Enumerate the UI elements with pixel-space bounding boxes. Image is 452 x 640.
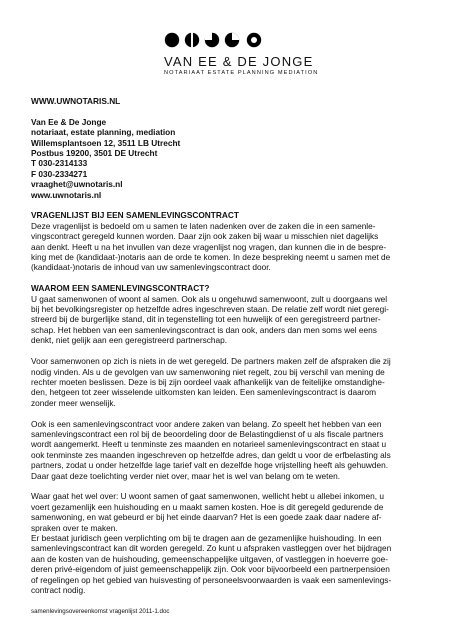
paragraph-line: vingscontract geregeld kunnen worden. Daar zijn ook zaken bij waar u misschien niet dagelijks xyxy=(31,231,379,242)
paragraph xyxy=(31,356,427,408)
address-line-email[interactable]: vraaghet@uwnotaris.nl xyxy=(31,179,123,190)
address-line-street: Willemsplantsoen 12, 3511 LB Utrecht xyxy=(31,137,181,148)
section-heading: WAAROM EEN SAMENLEVINGSCONTRACT? xyxy=(31,283,210,294)
paragraph xyxy=(31,294,427,346)
brand-name: VAN EE & DE JONGE xyxy=(164,54,314,69)
paragraph-line: ook tenminste zes maanden ingeschreven op hetzelfde adres, dan geldt u voor de erfbelasting als xyxy=(31,449,391,460)
paragraph-line: voert gezamenlijk een huishouding en u maakt samen kosten. Hoe is dit geregeld gedurende de xyxy=(31,501,384,512)
paragraph-line: contract nodig. xyxy=(31,585,86,595)
section-why xyxy=(31,283,427,595)
paragraph-line: Ook is een samenlevingscontract voor andere zaken van belang. Zo speelt het hebben van een xyxy=(31,418,382,429)
paragraph-line: denkt, niet gelijk aan een geregistreerd partnerschap. xyxy=(31,335,228,346)
paragraph-line: samenlevingscontract kan dit worden geregeld. Zo kunt u afspraken vastleggen over het bijdragen xyxy=(31,543,392,554)
paragraph-line: rechter moeten beslissen. Deze is bij zijn oordeel vaak afhankelijk van de feitelijke omstandighe- xyxy=(31,376,385,387)
paragraph-line: bij het bevolkingsregister op hetzelfde adres ingeschreven staan. De relatie zelf wordt niet geregi- xyxy=(31,304,389,315)
paragraph-line: spraken over te maken. xyxy=(31,522,118,533)
company-logo xyxy=(164,30,319,76)
paragraph-line: Voor samenwonen op zich is niets in de wet geregeld. De partners maken zelf de afspraken die zij xyxy=(31,356,391,367)
paragraph-line: aan denkt. Heeft u na het invullen van deze vragenlijst nog vragen, dan kunnen die in de bespre- xyxy=(31,241,387,252)
paragraph-line: den, hetgeen tot zeer wisselende uitkomsten kan leiden. Een samenlevingscontract is daarom xyxy=(31,387,376,398)
paragraph-line: streerd bij de burgerlijke stand, dit in tegenstelling tot een huwelijk of een geregistreerd partner- xyxy=(31,314,381,325)
paragraph-line: (kandidaat-)notaris de inhoud van uw samenlevingscontract door. xyxy=(31,262,271,273)
address-line-services: notariaat, estate planning, mediation xyxy=(31,127,176,138)
paragraph-line: Daar gaat deze toelichting verder niet over, maar het is wel van belang om te weten. xyxy=(31,470,341,481)
section-intro xyxy=(31,210,427,272)
paragraph-line: schap. Het hebben van een samenlevingscontract is dan ook, anders dan men soms wel eens xyxy=(31,324,377,335)
paragraph-line: wordt aangemerkt. Heeft u tenminste zes maanden en notarieel samenlevingscontract en staat u xyxy=(31,439,387,450)
paragraph xyxy=(31,491,427,595)
paragraph-line: deren privé-eigendom of juist gemeenschappelijk zijn. Ook voor bijvoorbeeld een partnerpensioen xyxy=(31,564,390,575)
section-heading: VRAGENLIJST BIJ EEN SAMENLEVINGSCONTRACT xyxy=(31,210,239,221)
brand-tagline: NOTARIAAT ESTATE PLANNING MEDIATION xyxy=(164,70,319,76)
document-footer: samenlevingsovereenkomst vragenlijst 2011-1.doc xyxy=(31,608,170,615)
paragraph-line: Waar gaat het wel over: U woont samen of gaat samenwonen, wellicht hebt u allebei inkomen, u xyxy=(31,491,384,502)
address-line-web[interactable]: www.uwnotaris.nl xyxy=(31,189,102,200)
address-line-company: Van Ee & De Jonge xyxy=(31,116,107,127)
paragraph-line: of regelingen op het gebied van huisvesting of personeelsvoorwaarden is vaak een samenlevings- xyxy=(31,574,392,585)
letter-body xyxy=(31,96,427,595)
logo-shapes-icon xyxy=(164,30,272,50)
address-line-fax: F 030-2334271 xyxy=(31,168,88,179)
paragraph xyxy=(31,419,427,481)
paragraph-line: partners, zodat u onder hetzelfde lage tarief valt en dezelfde hoge vrijstelling heeft als gehuwden. xyxy=(31,460,388,471)
website-link[interactable]: WWW.UWNOTARIS.NL xyxy=(31,96,121,106)
paragraph-line: Er bestaat juridisch geen verplichting om bij te dragen aan de gezamenlijke huishouding. In een xyxy=(31,532,382,543)
paragraph-line: nodig vinden. Als u de gevolgen van uw samenwoning niet regelt, zou bij verschil van mening de xyxy=(31,366,385,377)
address-block xyxy=(31,117,427,200)
paragraph-line: samenlevingscontract een rol bij de beoordeling door de Belastingdienst of u als fiscale partners xyxy=(31,428,384,439)
paragraph-line: samenwoning, en wat gebeurd er bij het einde daarvan? Het is een goede zaak daar nadere af- xyxy=(31,512,382,523)
paragraph-line: zonder meer wenselijk. xyxy=(31,397,116,408)
paragraph-line: Deze vragenlijst is bedoeld om u samen te laten nadenken over de zaken die in een samenle- xyxy=(31,220,376,231)
address-line-postbus: Postbus 19200, 3501 DE Utrecht xyxy=(31,148,158,159)
paragraph-line: U gaat samenwonen of woont al samen. Ook als u ongehuwd samenwoont, zult u doorgaans wel xyxy=(31,293,388,304)
address-line-phone: T 030-2314133 xyxy=(31,158,88,169)
paragraph-line: king met de (kandidaat-)notaris aan de orde te komen. In deze bespreking neemt u samen met de xyxy=(31,252,391,263)
paragraph-line: aan de kosten van de huishouding, gemeenschappelijke uitgaven, of vastleggen in hoeverre goe- xyxy=(31,553,389,564)
